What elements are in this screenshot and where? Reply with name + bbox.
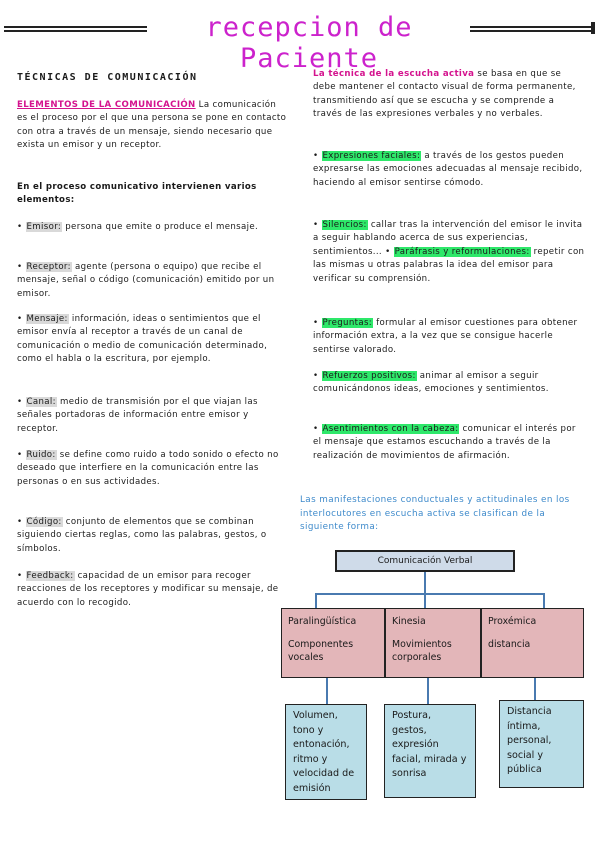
technique-item: • Preguntas: formular al emisor cuestiones para obtener información extra, a la vez que se consigue hacerle sentirse valorado. (313, 318, 578, 355)
technique-term: Paráfrasis y reformulaciones: (394, 246, 530, 257)
element-text: capacidad de un emisor para recoger reacciones de los receptores y modificar su mensaje, de acuerdo con lo recogido. (17, 571, 279, 608)
header-cap-right (591, 22, 595, 34)
connector (424, 593, 426, 609)
connector (326, 678, 328, 704)
element-item: • Canal: medio de transmisión por el que viajan las señales portadoras de información entre emisor y receptor. (17, 397, 258, 434)
technique-item: • Expresiones faciales: a través de los gestos pueden expresarse las emociones adecuadas al mensaje recibido, haciendo al emisor sentirse cómodo. (313, 151, 583, 188)
technique-item: • Asentimientos con la cabeza: comunicar el interés por el mensaje que estamos escuchando a través de la realización de movimientos de afirmación. (313, 424, 576, 461)
technique-item: • Refuerzos positivos: animar al emisor a seguir comunicándonos ideas, emociones y sentimientos. (313, 371, 549, 395)
element-text: persona que emite o produce el mensaje. (62, 222, 259, 232)
element-text: se define como ruido a todo sonido o efecto no deseado que interfiere en la comunicación entre las personas o en sus actividades. (17, 450, 279, 487)
detail-proxemica: Distancia íntima, personal, social y pública (499, 700, 584, 788)
element-term: Ruido: (26, 450, 56, 460)
connector (315, 593, 317, 609)
technique-item: • Silencios: callar tras la intervención del emisor le invita a seguir hablando acerca de sus experiencias, sentimientos... • Paráfrasis y reformulaciones: repetir con las mismas u otras palabras la idea del emisor para verificar su comprensión. (313, 220, 585, 284)
connector (534, 678, 536, 700)
branch-proxemica (481, 608, 584, 678)
element-text: conjunto de elementos que se combinan siguiendo ciertas reglas, como las palabras, gestos, o símbolos. (17, 517, 267, 554)
connector (424, 572, 426, 594)
technique-text: callar tras la intervención del emisor le invita a seguir hablando acerca de sus experiencias, sentimientos... (313, 220, 583, 257)
technique-term: Asentimientos con la cabeza: (322, 424, 459, 434)
element-term: Receptor: (26, 262, 71, 272)
intro-paragraph (17, 99, 289, 153)
element-term: Emisor: (26, 222, 62, 232)
element-text: información, ideas o sentimientos que el emisor envía al receptor a través de un canal de comunicación o medio de comunicación determinado, como el habla o la escritura, por ejemplo. (17, 314, 268, 365)
technique-text: repetir con las mismas u otras palabras la idea del emisor para verificar su comprensión. (313, 246, 585, 284)
element-text: medio de transmisión por el que viajan las señales portadoras de información entre emisor y receptor. (17, 397, 258, 434)
technique-term: Refuerzos positivos: (322, 371, 416, 381)
element-term: Feedback: (26, 571, 74, 581)
page-title: recepcion de Paciente (205, 12, 413, 74)
technique-text: comunicar el interés por el mensaje que estamos escuchando a través de la realización de movimientos de afirmación. (313, 424, 576, 461)
element-term: Canal: (26, 397, 56, 407)
branch-sub: Componentes vocales (288, 639, 354, 663)
active-listening-term: La técnica de la escucha activa (313, 69, 475, 79)
intro-text: La comunicación es el proceso por el que una persona se pone en contacto con otra a través de un mensaje, siendo necesario que exista un emisor y un receptor. (17, 100, 287, 151)
connector (543, 593, 545, 609)
branch-sub: Movimientos corporales (392, 639, 452, 663)
branch-title: Proxémica (488, 616, 537, 627)
technique-term: Silencios: (322, 220, 367, 230)
header-rule-right (470, 26, 595, 32)
elements-lead: En el proceso comunicativo intervienen varios elementos: (17, 182, 257, 206)
connector (315, 593, 545, 595)
branch-sub: distancia (488, 639, 531, 650)
header-rule-left (4, 26, 147, 32)
active-listening-text: se basa en que se debe mantener el contacto visual de forma permanente, transmitiendo así que se escucha y se comprende a través de las expresiones verbales y no verbales. (313, 69, 576, 120)
detail-paralinguistica: Volumen, tono y entonación, ritmo y velocidad de emisión (285, 704, 367, 800)
technique-text: formular al emisor cuestiones para obtener información extra, a la vez que se consigue hacerle sentirse valorado. (313, 318, 578, 355)
connector (427, 678, 429, 704)
element-item: • Receptor: agente (persona o equipo) que recibe el mensaje, señal o código (comunicación) emitido por un emisor. (17, 262, 275, 299)
diagram-root: Comunicación Verbal (335, 550, 515, 572)
element-term: Código: (26, 517, 62, 527)
technique-text: a través de los gestos pueden expresarse las emociones adecuadas al mensaje recibido, haciendo al emisor sentirse cómodo. (313, 151, 583, 188)
element-item: • Ruido: se define como ruido a todo sonido o efecto no deseado que interfiere en la comunicación entre las personas o en sus actividades. (17, 450, 279, 487)
branch-title: Kinesia (392, 616, 426, 627)
element-text: agente (persona o equipo) que recibe el mensaje, señal o código (comunicación) emitido por un emisor. (17, 262, 275, 299)
technique-term: Preguntas: (322, 318, 373, 328)
branch-kinesia (385, 608, 481, 678)
branch-title: Paralingüística (288, 616, 357, 627)
element-term: Mensaje: (26, 314, 68, 324)
technique-text: animar al emisor a seguir comunicándonos ideas, emociones y sentimientos. (313, 371, 549, 395)
element-item: • Mensaje: información, ideas o sentimientos que el emisor envía al receptor a través de un canal de comunicación o medio de comunicación determinado, como el habla o la escritura, por ejemplo. (17, 314, 268, 365)
branch-paralinguistica (281, 608, 385, 678)
element-item: • Emisor: persona que emite o produce el mensaje. (17, 222, 259, 232)
active-listening-intro (313, 68, 583, 122)
element-item: • Código: conjunto de elementos que se combinan siguiendo ciertas reglas, como las palabras, gestos, o símbolos. (17, 517, 267, 554)
intro-term: ELEMENTOS DE LA COMUNICACIÓN (17, 100, 196, 110)
element-item: • Feedback: capacidad de un emisor para recoger reacciones de los receptores y modificar su mensaje, de acuerdo con lo recogido. (17, 571, 279, 608)
technique-term: Expresiones faciales: (322, 151, 421, 161)
section-heading: TÉCNICAS DE COMUNICACIÓN (17, 72, 198, 83)
detail-kinesia: Postura, gestos, expresión facial, mirada y sonrisa (384, 704, 476, 798)
classification-intro: Las manifestaciones conductuales y actitudinales en los interlocutores en escucha activa se clasifican de la siguiente forma: (300, 495, 570, 533)
